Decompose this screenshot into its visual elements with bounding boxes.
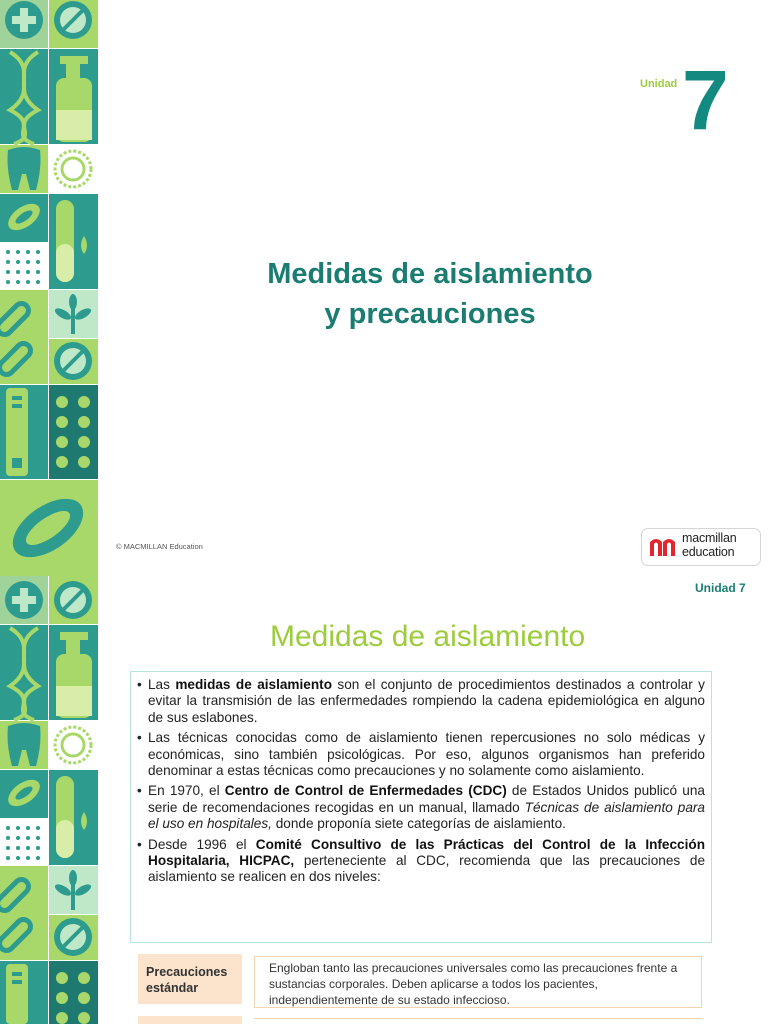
thermometer-icon [6, 964, 28, 1024]
unit-label: Unidad [640, 78, 678, 90]
content-slide [0, 576, 768, 1024]
medical-cross-icon [5, 1, 43, 39]
thermometer-icon [6, 388, 28, 476]
level-description-next [254, 1018, 702, 1024]
bullet-text: Las técnicas conocidas como de aislamiento tienen repercusiones no solo médicas y económicas, sino también psicológicas. Por eso, algunos organismos han preferido denominar a estas técnicas como precauciones y no solamente como aislamiento. [148, 730, 705, 779]
level-label-standard [138, 954, 242, 1004]
decorative-medical-strip [0, 0, 98, 576]
unit-number: 7 [682, 53, 729, 147]
bullet-item [137, 783, 705, 832]
title-line-1: Medidas de aislamiento [267, 258, 593, 290]
bullet-text: Las [148, 677, 176, 692]
pill-icon [54, 581, 92, 619]
bullet-bold: medidas de aislamiento [175, 677, 332, 692]
bullet-item [137, 730, 705, 779]
macmillan-mark-icon [648, 534, 678, 558]
content-box [130, 671, 712, 943]
bullet-text: de Estados Unidos publicó una serie de recomendaciones recogidas en un manual, llamado [148, 783, 705, 815]
medical-cross-icon [5, 581, 43, 619]
bullet-text: En 1970, el [148, 783, 225, 799]
copyright-notice: © MACMILLAN Education [116, 542, 203, 551]
bullet-text: son el conjunto de procedimientos destinados a controlar y evitar la transmisión de las enfermedades rompiendo la cadena epidemiológica en alguno de sus eslabones. [148, 677, 705, 725]
logo-text-macmillan: macmillan [682, 531, 737, 545]
level-label-line-2: estándar [146, 981, 199, 995]
bullet-bold: Comité Consultivo de las Prácticas del Control de la Infección Hospitalaria, HICPAC, [148, 836, 705, 869]
unit-label: Unidad 7 [695, 581, 746, 595]
decorative-medical-strip-2 [0, 576, 98, 1024]
macmillan-logo [641, 528, 761, 566]
bullet-text: perteneciente al CDC, recomienda que las precauciones de aislamiento se realicen en dos niveles: [148, 853, 705, 885]
page-title [180, 254, 680, 334]
level-label-next [138, 1016, 242, 1024]
bullet-text: donde proponía siete categorías de aislamiento. [271, 816, 566, 832]
logo-text-education: education [682, 545, 735, 559]
section-title: Medidas de aislamiento [270, 620, 586, 653]
bullet-bold: Centro de Control de Enfermedades (CDC) [224, 783, 507, 799]
pill-icon [54, 1, 92, 39]
title-line-2: y precauciones [324, 298, 536, 330]
level-description-standard: Engloban tanto las precauciones universales como las precauciones frente a sustancias corporales. Deben aplicarse a todos los pacientes, independientemente de su estado infeccioso. [254, 956, 702, 1008]
level-label-line-1: Precauciones [146, 965, 228, 979]
bullet-item [137, 677, 705, 726]
level-label-text [146, 964, 227, 996]
bullet-text: Desde 1996 el [148, 836, 256, 852]
bullet-item [137, 837, 705, 886]
bullet-italic: Técnicas de aislamiento para el uso en hospitales, [148, 799, 705, 832]
